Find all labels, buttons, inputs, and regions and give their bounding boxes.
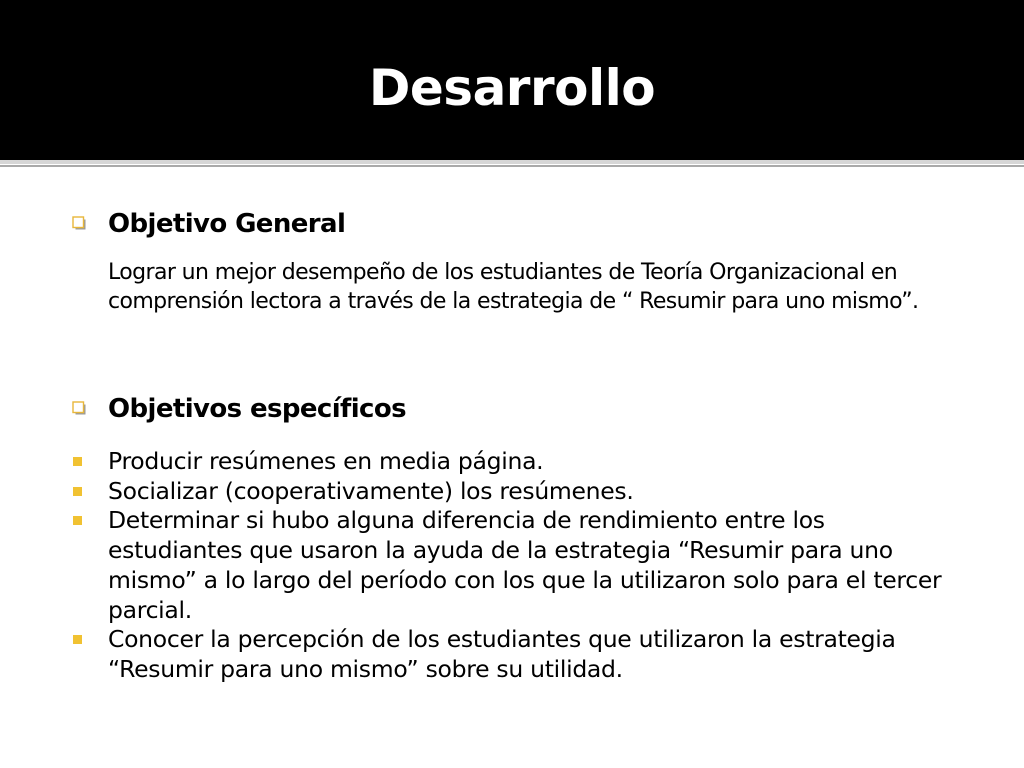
square-bullet-icon [73, 516, 82, 525]
square-bullet-icon [73, 457, 82, 466]
list-item-text: Producir resúmenes en media página. [108, 447, 544, 475]
list-item-text: Conocer la percepción de los estudiantes que utilizaron la estrategia “Resumir para uno mismo” sobre su utilidad. [108, 625, 896, 683]
list-item [72, 447, 952, 477]
list-item [72, 506, 952, 625]
title-divider-secondary [0, 165, 1024, 167]
list-item [72, 477, 952, 507]
square-bullet-icon [73, 635, 82, 644]
checkbox-icon [72, 401, 87, 416]
section-heading-general: Objetivo General [108, 209, 346, 239]
objective-general-paragraph: Lograr un mejor desempeño de los estudiantes de Teoría Organizacional en comprensión lectora a través de la estrategia de “ Resumir para uno mismo”. [108, 260, 919, 314]
title-divider [0, 160, 1024, 164]
checkbox-icon [72, 216, 87, 231]
list-item [72, 625, 952, 684]
slide-title: Desarrollo [368, 59, 656, 117]
section-heading-specific: Objetivos específicos [108, 394, 406, 424]
list-item-text: Determinar si hubo alguna diferencia de rendimiento entre los estudiantes que usaron la ayuda de la estrategia “Resumir para uno mismo” a lo largo del período con los que la utilizaron solo para el tercer parcial. [108, 506, 942, 624]
square-bullet-icon [73, 487, 82, 496]
list-item-text: Socializar (cooperativamente) los resúmenes. [108, 476, 634, 505]
specific-objectives-list [72, 447, 952, 685]
